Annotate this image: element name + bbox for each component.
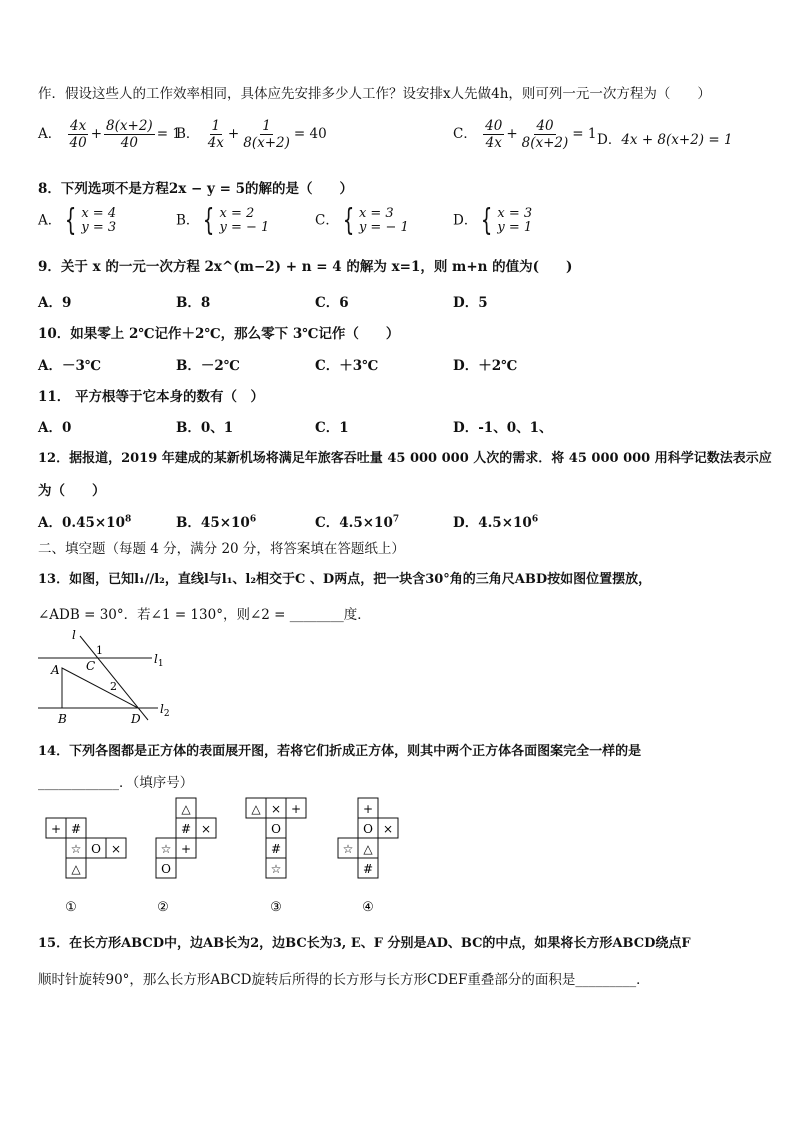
net4-cell: O: [363, 822, 373, 836]
q12-option-c: C．$4.5\times 10^7$: [315, 514, 400, 531]
net2-cell: ×: [200, 822, 212, 836]
q13-figure: [30, 628, 190, 728]
q13-stem-line1: 13．如图，已知l₁//l₂，直线l与l₁、l₂相交于C 、D两点，把一块含30°角的三角尺ABD按如图位置摆放，: [38, 572, 652, 587]
q12-option-b: B．$45\times 10^6$: [176, 514, 257, 531]
q9-option-c: C．6: [315, 295, 349, 311]
q7-option-c: C． $\frac{40}{4x}$ + $\frac{40}{8(x+2)}$ = 1: [453, 118, 597, 151]
net1-cell: △: [71, 862, 81, 876]
net3-cell: #: [270, 842, 282, 856]
net4-label: ④: [362, 900, 374, 915]
q7-option-d: D．4x + 8(x+2) = 1: [597, 132, 733, 148]
q10-option-b: B．－2℃: [176, 358, 240, 374]
q15-stem-line2: 顺时针旋转90°，那么长方形ABCD旋转后所得的长方形与长方形CDEF重叠部分的面积是_________．: [38, 972, 650, 988]
net2-cell: +: [180, 842, 192, 856]
net2-cell: O: [161, 862, 171, 876]
q12-stem-line2: 为（ ）: [38, 483, 106, 499]
q9-option-d: D．5: [453, 295, 488, 311]
q8-option-d: D． { x = 3 y = 1: [453, 203, 533, 238]
q7-option-b: B． $\frac{1}{4x}$ + $\frac{1}{8(x+2)}$ = 40: [176, 118, 327, 151]
net4-cell: ☆: [342, 842, 354, 856]
section-title-fill-in: 二、填空题（每题 4 分，满分 20 分，将答案填在答题纸上）: [38, 541, 405, 557]
label-l: l: [72, 628, 76, 642]
q7-stem-continued: 作．假设这些人的工作效率相同，具体应先安排多少人工作？设安排x人先做4h，则可列一元一次方程为（ ）: [38, 86, 711, 102]
q8-option-c: C． { x = 3 y = − 1: [315, 203, 409, 238]
q10-stem: 10．如果零上 2℃记作＋2℃，那么零下 3℃记作（ ）: [38, 326, 400, 342]
net1-cell: #: [70, 822, 82, 836]
q15-stem-line1: 15．在长方形ABCD中，边AB长为2，边BC长为3, E、F 分别是AD、BC的中点，如果将长方形ABCD绕点F: [38, 936, 691, 951]
net2-cell: ☆: [160, 842, 172, 856]
q8-option-a: A． { x = 4 y = 3: [38, 203, 117, 238]
q14-stem-line2: ____________．（填序号）: [38, 775, 194, 791]
label-l1: $l_1$: [154, 652, 164, 669]
net1-cell: O: [91, 842, 101, 856]
label-l2: $l_2$: [160, 702, 170, 719]
net4-cell: ×: [382, 822, 394, 836]
q8-option-b: B． { x = 2 y = − 1: [176, 203, 270, 238]
triangle-abd: [62, 668, 138, 708]
q14-cube-nets: [38, 796, 408, 916]
label-angle-1: 1: [96, 644, 103, 657]
label-b: B: [58, 712, 67, 726]
net1-cell: ×: [110, 842, 122, 856]
net1-cell: ☆: [70, 842, 82, 856]
q11-option-a: A．0: [38, 420, 72, 436]
net4-cell: +: [362, 802, 374, 816]
net3-label: ③: [270, 900, 282, 915]
q8-stem: 8．下列选项不是方程2x − y = 5的解的是（ ）: [38, 181, 353, 197]
label-d: D: [131, 712, 141, 726]
q9-option-a: A．9: [38, 295, 72, 311]
label-angle-2: 2: [110, 680, 117, 693]
net1-label: ①: [65, 900, 77, 915]
net3-cell: ☆: [270, 862, 282, 876]
q10-option-d: D．＋2℃: [453, 358, 518, 374]
label-a: A: [51, 663, 60, 677]
net3-cell: ×: [270, 802, 282, 816]
net4-cell: #: [362, 862, 374, 876]
net3-cell: +: [290, 802, 302, 816]
q11-option-c: C．1: [315, 420, 349, 436]
q11-option-b: B．0、1: [176, 420, 234, 436]
q9-stem: 9．关于 x 的一元一次方程 2x^(m−2) + n = 4 的解为 x=1，则 m+n 的值为( ): [38, 259, 573, 275]
q12-option-d: D．$4.5\times 10^6$: [453, 514, 539, 531]
net3-cell: O: [271, 822, 281, 836]
q11-stem: 11． 平方根等于它本身的数有（ ）: [38, 389, 264, 405]
q10-option-a: A．－3℃: [38, 358, 102, 374]
net2-cell: △: [181, 802, 191, 816]
q12-option-a: A．$0.45\times 10^8$: [38, 514, 132, 531]
net2-label: ②: [157, 900, 169, 915]
label-c: C: [86, 659, 96, 673]
net1-cell: +: [50, 822, 62, 836]
net3-cell: △: [251, 802, 261, 816]
net4-cell: △: [363, 842, 373, 856]
q14-stem-line1: 14．下列各图都是正方体的表面展开图，若将它们折成正方体，则其中两个正方体各面图案完全一样的是: [38, 744, 642, 759]
q11-option-d: D．-1、0、1、: [453, 420, 553, 436]
q7-option-a: A． $\frac{4x}{40}$ + $\frac{8(x+2)}{40}$ = 1: [38, 118, 181, 151]
net2-cell: #: [180, 822, 192, 836]
q13-stem-line2: ∠ADB = 30°．若∠1 = 130°，则∠2 = ________度．: [38, 607, 371, 623]
q10-option-c: C．＋3℃: [315, 358, 379, 374]
q12-stem-line1: 12．据报道，2019 年建成的某新机场将满足年旅客吞吐量 45 000 000 人次的需求．将 45 000 000 用科学记数法表示应: [38, 451, 772, 466]
q9-option-b: B．8: [176, 295, 211, 311]
